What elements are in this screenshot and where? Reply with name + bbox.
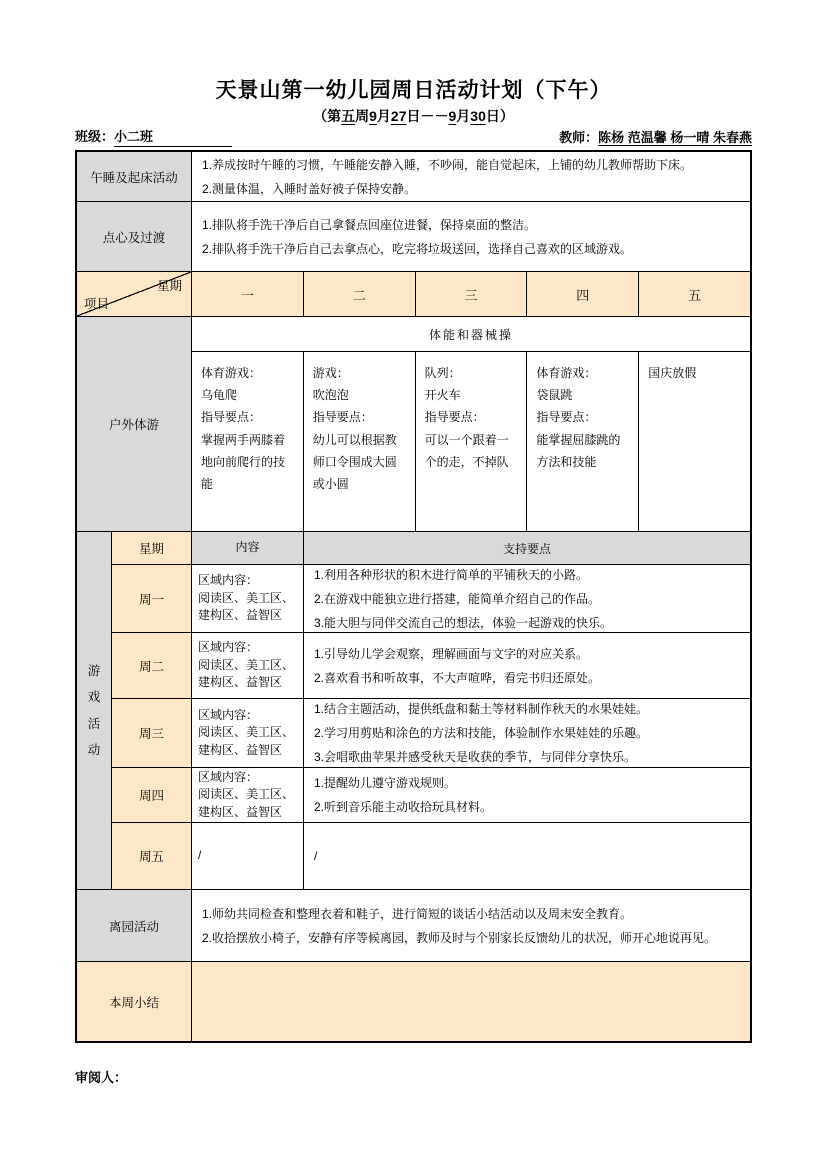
games-day-label: 周三 bbox=[112, 699, 192, 767]
snack-content bbox=[192, 202, 750, 271]
games-section-label: 游戏活动 bbox=[77, 532, 112, 889]
games-header-content: 内容 bbox=[192, 532, 304, 564]
outdoor-day-tue: 游戏： 吹泡泡 指导要点： 幼儿可以根据教师口令围成大圆或小圆 bbox=[304, 352, 416, 531]
class-label: 班级： bbox=[75, 129, 115, 144]
leave-content bbox=[192, 890, 750, 961]
snack-item: 2.排队将手洗干净后自己去拿点心，吃完将垃圾送回，选择自己喜欢的区域游戏。 bbox=[202, 241, 633, 256]
row-day-header bbox=[77, 272, 750, 317]
day-header-wed: 三 bbox=[416, 272, 528, 316]
games-content-cell: 区域内容： 阅读区、美工区、建构区、益智区 bbox=[192, 633, 304, 698]
outdoor-day-mon: 体育游戏： 乌龟爬 指导要点： 掌握两手两膝着地向前爬行的技能 bbox=[192, 352, 304, 531]
snack-label: 点心及过渡 bbox=[77, 202, 192, 271]
outdoor-days bbox=[192, 352, 750, 531]
games-row-wed bbox=[112, 699, 750, 768]
games-row-fri bbox=[112, 823, 750, 889]
diagonal-corner-cell bbox=[77, 272, 192, 316]
games-day-label: 周四 bbox=[112, 768, 192, 822]
teacher-label: 教师： bbox=[559, 130, 599, 145]
games-row-thu bbox=[112, 768, 750, 823]
games-content-cell: / bbox=[192, 823, 304, 889]
row-summary bbox=[77, 962, 750, 1041]
day-header-thu: 四 bbox=[527, 272, 639, 316]
outdoor-day-thu: 体育游戏： 袋鼠跳 指导要点： 能掌握屈膝跳的方法和技能 bbox=[527, 352, 639, 531]
subtitle-text: （第 bbox=[313, 108, 342, 124]
corner-item-label: 项目 bbox=[84, 297, 110, 311]
row-games-section bbox=[77, 532, 750, 890]
outdoor-content bbox=[192, 317, 750, 531]
games-day-label: 周一 bbox=[112, 565, 192, 632]
page-title: 天景山第一幼儿园周日活动计划（下午） bbox=[215, 79, 612, 102]
games-day-label: 周二 bbox=[112, 633, 192, 698]
games-support-cell: 1.利用各种形状的积木进行简单的平铺秋天的小路。 2.在游戏中能独立进行搭建，能简单介绍自己的作品。 3.能大胆与同伴交流自己的想法，体验一起游戏的快乐。 bbox=[314, 567, 613, 630]
summary-content bbox=[192, 962, 750, 1041]
games-support-cell: / bbox=[314, 849, 318, 863]
week-number: 五 bbox=[341, 108, 356, 124]
meta-row bbox=[75, 128, 752, 147]
leave-item: 1.师幼共同检查和整理衣着和鞋子，进行简短的谈话小结活动以及周末安全教育。 bbox=[202, 906, 633, 921]
nap-item: 2.测量体温，入睡时盖好被子保持安静。 bbox=[202, 181, 417, 196]
snack-item: 1.排队将手洗干净后自己拿餐点回座位进餐，保持桌面的整洁。 bbox=[202, 217, 537, 232]
leave-label: 离园活动 bbox=[77, 890, 192, 961]
games-header-support: 支持要点 bbox=[304, 532, 750, 564]
class-value: 小二班 bbox=[114, 128, 232, 147]
games-row-mon bbox=[112, 565, 750, 633]
start-day: 27 bbox=[390, 108, 407, 124]
plan-table bbox=[75, 150, 752, 1043]
games-header-row bbox=[112, 532, 750, 565]
games-content-cell: 区域内容： 阅读区、美工区、建构区、益智区 bbox=[192, 768, 304, 822]
teacher-value: 陈杨 范温馨 杨一晴 朱春燕 bbox=[598, 130, 752, 145]
games-row-tue bbox=[112, 633, 750, 699]
outdoor-label: 户外体游 bbox=[77, 317, 192, 531]
nap-content bbox=[192, 152, 750, 201]
row-snack bbox=[77, 202, 750, 272]
row-outdoor bbox=[77, 317, 750, 532]
nap-item: 1.养成按时午睡的习惯，午睡能安静入睡，不吵闹，能自觉起床，上铺的幼儿教师帮助下床。 bbox=[202, 157, 693, 172]
summary-label: 本周小结 bbox=[77, 962, 192, 1041]
outdoor-day-fri: 国庆放假 bbox=[648, 366, 697, 380]
games-support-cell: 1.结合主题活动，提供纸盘和黏土等材料制作秋天的水果娃娃。 2.学习用剪贴和涂色的方法和技能，体验制作水果娃娃的乐趣。 3.会唱歌曲苹果并感受秋天是收获的季节，与同伴分享快乐。 bbox=[314, 702, 649, 764]
games-content-cell: 区域内容： 阅读区、美工区、建构区、益智区 bbox=[192, 565, 304, 632]
leave-item: 2.收拾摆放小椅子，安静有序等候离园，教师及时与个别家长反馈幼儿的状况，师开心地说再见。 bbox=[202, 930, 717, 945]
games-day-label: 周五 bbox=[112, 823, 192, 889]
end-month: 9 bbox=[448, 108, 457, 124]
games-support-cell: 1.引导幼儿学会观察，理解画面与文字的对应关系。 2.喜欢看书和听故事，不大声喧哗，看完书归还原处。 bbox=[314, 646, 601, 685]
reviewer-field: 审阅人： bbox=[75, 1070, 128, 1085]
row-leave bbox=[77, 890, 750, 962]
class-field bbox=[75, 128, 232, 147]
games-header-week: 星期 bbox=[112, 532, 192, 564]
outdoor-banner: 体能和器械操 bbox=[192, 317, 750, 352]
teacher-field bbox=[559, 129, 752, 147]
day-header-tue: 二 bbox=[304, 272, 416, 316]
row-nap bbox=[77, 152, 750, 202]
day-header-fri: 五 bbox=[639, 272, 750, 316]
corner-week-label: 星期 bbox=[156, 279, 182, 293]
games-support-cell: 1.提醒幼儿遵守游戏规则。 2.听到音乐能主动收拾玩具材料。 bbox=[314, 776, 493, 814]
games-content-cell: 区域内容： 阅读区、美工区、建构区、益智区 bbox=[192, 699, 304, 767]
day-header-mon: 一 bbox=[192, 272, 304, 316]
start-month: 9 bbox=[369, 108, 377, 124]
outdoor-day-wed: 队列： 开火车 指导要点： 可以一个跟着一个的走，不掉队 bbox=[416, 352, 528, 531]
page-subtitle: （第五周9月27日－－9月30日） bbox=[313, 108, 514, 124]
end-day: 30 bbox=[470, 108, 486, 124]
games-rows bbox=[112, 532, 750, 889]
nap-label: 午睡及起床活动 bbox=[77, 152, 192, 201]
